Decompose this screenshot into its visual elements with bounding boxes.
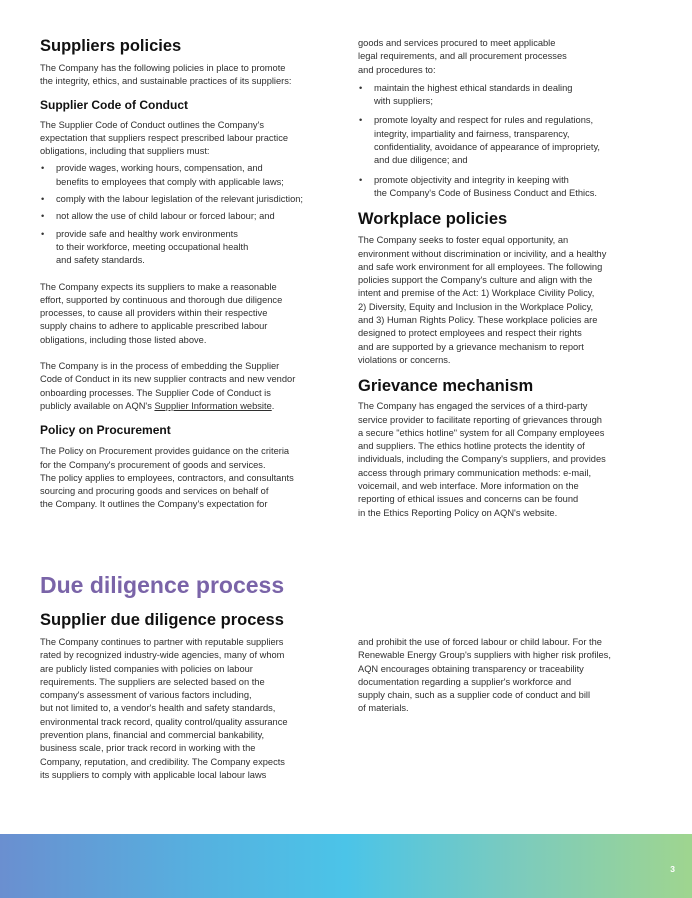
procurement-list: [358, 82, 648, 200]
workplace-policies-heading: Workplace policies: [358, 210, 508, 229]
list-item: • provide safe and healthy work environments to their workforce, meeting occupational health and safety standards.: [40, 228, 335, 268]
list-item: • comply with the labour legislation of the relevant jurisdiction;: [40, 193, 335, 206]
suppliers-intro: The Company has the following policies in place to promote the integrity, ethics, and sustainable practices of its suppliers:: [40, 63, 292, 87]
due-diligence-right-text: and prohibit the use of forced labour or child labour. For the Renewable Energy Group's suppliers with higher risk profiles, AQN encourages obtaining transparency or traceability documentation regarding a supplier's workforce and supply chain, such as a supplier code of conduct and bill of materials.: [358, 637, 611, 714]
footer-gradient-band: [0, 834, 692, 898]
supplier-information-link[interactable]: Supplier Information website: [154, 400, 272, 411]
due-diligence-title: Due diligence process: [40, 572, 285, 598]
due-diligence-left-text: The Company continues to partner with reputable suppliers rated by recognized industry-wide agencies, many of whom are publicly listed companies with policies on labour requirements. The suppliers are selected based on the company's assessment of various factors including, but not limited to, a vendor's health and safety standards, environmental track record, quality control/quality assurance prevention plans, financial and commercial bankability, business scale, prior track record in working with the Company, reputation, and credibility. The Company expects its suppliers to comply with applicable local labour laws: [40, 637, 288, 780]
supplier-due-diligence-heading: Supplier due diligence process: [40, 611, 284, 629]
code-of-conduct-list: [40, 162, 335, 267]
embedding-text-start: The Company is in the process of embedding the Supplier Code of Conduct in its new supplier contracts and new vendor onboarding processes. The Supplier Code of Conduct is publicly available on AQN's: [40, 361, 296, 411]
list-item: • promote objectivity and integrity in keeping with the Company's Code of Business Conduct and Ethics.: [358, 174, 648, 201]
left-column: [40, 36, 335, 512]
grievance-mechanism-heading: Grievance mechanism: [358, 377, 534, 396]
procurement-continuation: goods and services procured to meet applicable legal requirements, and all procurement processes and procedures to:: [358, 38, 567, 75]
embedding-text: [40, 360, 335, 413]
embedding-text-end: .: [271, 400, 275, 411]
suppliers-policies-heading: Suppliers policies: [40, 37, 182, 55]
page-number: 3: [670, 864, 675, 874]
list-item: • not allow the use of child labour or forced labour; and: [40, 210, 335, 223]
workplace-policies-text: The Company seeks to foster equal opportunity, an environment without discrimination or incivility, and a healthy and safe work environment for all employees. The following policies support the Company's culture and align with the intent and premise of the Act: 1) Workplace Civility Policy, 2) Diversity, Equity and Inclusion in the Workplace Policy, and 3) Human Rights Policy. These workplace policies are designed to protect employees and respect their rights and are supported by a grievance mechanism to report violations or concerns.: [358, 235, 607, 365]
right-column: [358, 37, 648, 520]
procurement-heading: Policy on Procurement: [40, 423, 171, 438]
procurement-text: The Policy on Procurement provides guidance on the criteria for the Company's procurement of goods and services. The policy applies to employees, contractors, and consultants sourcing and procuring goods and services on behalf of the Company. It outlines the Company's expectation for: [40, 446, 294, 510]
list-item: • maintain the highest ethical standards in dealing with suppliers;: [358, 82, 648, 109]
list-item: • promote loyalty and respect for rules and regulations, integrity, impartiality and fairness, transparency, confidentiality, avoidance of appearance of impropriety, and due diligence; and: [358, 114, 648, 167]
list-item: • provide wages, working hours, compensation, and benefits to employees that comply with applicable laws;: [40, 162, 335, 189]
grievance-mechanism-text: The Company has engaged the services of a third-party service provider to facilitate reporting of grievances through a secure "ethics hotline" system for all Company employees and suppliers. The ethics hotline protects the identity of individuals, including the Company's suppliers, and provides access through primary communication methods: e-mail, voicemail, and web interface. More information on the reporting of ethical issues and concerns can be found in the Ethics Reporting Policy on AQN's website.: [358, 401, 606, 518]
code-of-conduct-heading: Supplier Code of Conduct: [40, 97, 188, 112]
code-of-conduct-intro: The Supplier Code of Conduct outlines the Company's expectation that suppliers respect prescribed labour practice obligations, including that suppliers must:: [40, 119, 289, 157]
supplier-expectation-text: The Company expects its suppliers to make a reasonable effort, supported by continuous and thorough due diligence processes, to cause all providers within their respective supply chains to adhere to applicable prescribed labour obligations, including those listed above.: [40, 281, 283, 345]
